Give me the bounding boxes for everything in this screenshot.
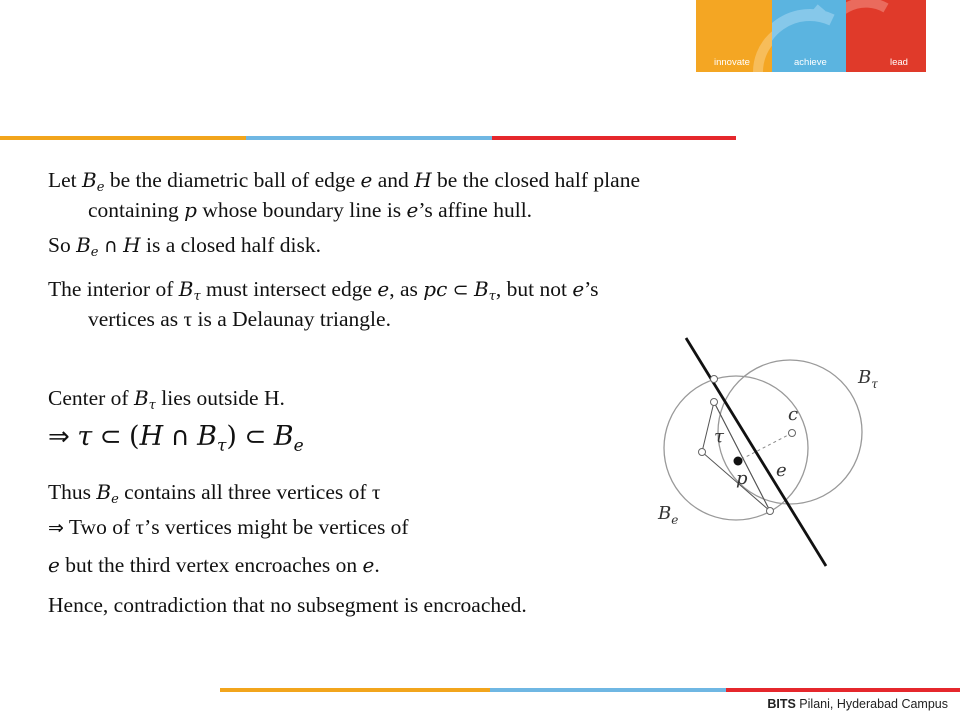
cap-symbol: ∩	[170, 422, 190, 452]
top-rule-red	[492, 136, 736, 140]
text-line-6	[48, 384, 285, 420]
subset-symbol: ⊂	[244, 422, 267, 452]
math-B	[197, 421, 227, 456]
top-rule-orange	[0, 136, 246, 140]
t: ’s affine hull.	[418, 198, 533, 222]
t: Center of	[48, 386, 134, 410]
math-e: e	[406, 198, 419, 222]
math-B	[96, 480, 119, 507]
t: contains all three vertices of τ	[118, 480, 381, 504]
t: B	[178, 277, 194, 301]
label-Btau: $B_\tau$	[858, 367, 878, 391]
math-e: e	[48, 553, 60, 577]
t: and	[372, 168, 415, 192]
math-B	[473, 277, 496, 304]
math-H: H	[123, 233, 141, 257]
logo-segment-innovate	[696, 0, 772, 72]
math-e: e	[572, 277, 585, 301]
t: B	[273, 421, 294, 452]
text-line-8	[48, 478, 381, 514]
logo	[696, 0, 926, 72]
t: e	[96, 180, 105, 195]
math-H: H	[414, 168, 432, 192]
footer	[767, 697, 948, 711]
t: whose boundary line is	[196, 198, 407, 222]
t: B	[133, 386, 149, 410]
t: B	[96, 480, 112, 504]
math-B	[76, 233, 99, 260]
t: B	[197, 421, 217, 452]
vertex-tau-1	[711, 399, 718, 406]
bottom-rule-orange	[220, 688, 490, 692]
t: containing	[88, 198, 185, 222]
math-B	[178, 277, 201, 304]
subset-symbol: ⊂	[99, 422, 122, 452]
t: τ	[193, 289, 201, 304]
logo-word-lead: lead	[890, 57, 908, 68]
t: , but not	[495, 277, 573, 301]
diametric-ball-figure	[644, 336, 894, 576]
t: Thus	[48, 480, 97, 504]
t: τ	[217, 436, 227, 456]
t: B	[76, 233, 91, 257]
t: Hence, contradiction that no subsegment is encroached.	[48, 593, 527, 617]
math-e: e	[362, 553, 375, 577]
text-line-11	[48, 591, 527, 619]
t: B	[473, 277, 489, 301]
t: So	[48, 233, 77, 257]
label-p: p	[736, 468, 748, 489]
implies-icon: ⇒	[48, 517, 64, 539]
logo-segment-lead	[846, 0, 926, 72]
math-B	[133, 386, 156, 413]
label-c: c	[788, 404, 799, 425]
t: .	[374, 553, 380, 577]
t: lies outside H.	[155, 386, 285, 410]
math-B	[273, 421, 304, 456]
t: (	[129, 421, 140, 452]
math-pc: pc	[423, 277, 448, 301]
math-p: p	[184, 198, 197, 222]
math-e: e	[377, 277, 390, 301]
t: , as	[389, 277, 424, 301]
vertex-tau-2	[699, 449, 706, 456]
bottom-rule	[220, 688, 960, 692]
point-p	[734, 457, 743, 466]
diametric-ball-Be	[664, 376, 808, 520]
implication-formula	[48, 422, 304, 460]
t: ’s	[584, 277, 599, 301]
t: The interior of	[48, 277, 179, 301]
t: )	[226, 421, 237, 452]
t: vertices as τ is a Delaunay triangle.	[88, 307, 391, 331]
logo-word-innovate: innovate	[714, 57, 750, 68]
t: e	[293, 436, 304, 456]
t: Let	[48, 168, 83, 192]
bottom-rule-red	[726, 688, 960, 692]
t: is a closed half disk.	[140, 233, 321, 257]
top-rule-blue	[246, 136, 492, 140]
footer-text: Pilani, Hyderabad Campus	[795, 697, 948, 711]
top-rule	[0, 136, 736, 140]
t: Two of τ’s vertices might be vertices of	[63, 515, 409, 539]
t: τ	[148, 398, 156, 413]
math-e: e	[360, 168, 373, 192]
t: must intersect edge	[200, 277, 378, 301]
text-line-10	[48, 551, 380, 579]
text-line-2	[88, 196, 532, 224]
vertex-top	[711, 376, 718, 383]
edge-e-line	[686, 338, 826, 566]
t: B	[82, 168, 97, 192]
footer-bold: BITS	[767, 697, 796, 711]
t: be the closed half plane	[431, 168, 640, 192]
logo-word-achieve: achieve	[794, 57, 827, 68]
math-H: H	[139, 421, 164, 452]
text-line-3	[48, 231, 321, 267]
gear-arc-icon	[846, 0, 926, 72]
bottom-rule-blue	[490, 688, 726, 692]
text-line-5	[88, 305, 391, 333]
subset-symbol: ⊂	[452, 279, 469, 301]
t: τ	[488, 289, 496, 304]
label-tau: τ	[714, 426, 724, 447]
t: e	[90, 245, 99, 260]
label-e: e	[776, 460, 787, 481]
implies-icon: ⇒	[48, 422, 70, 452]
cap-symbol: ∩	[103, 235, 118, 257]
math-tau: τ	[77, 421, 93, 452]
t: but the third vertex encroaches on	[59, 553, 363, 577]
t: be the diametric ball of edge	[104, 168, 361, 192]
math-B	[82, 168, 105, 195]
text-line-9	[48, 513, 409, 542]
logo-segment-achieve	[772, 0, 846, 72]
t: e	[111, 492, 119, 507]
center-c	[789, 430, 796, 437]
label-Be: $B_e$	[658, 503, 679, 527]
vertex-tau-3	[767, 508, 774, 515]
